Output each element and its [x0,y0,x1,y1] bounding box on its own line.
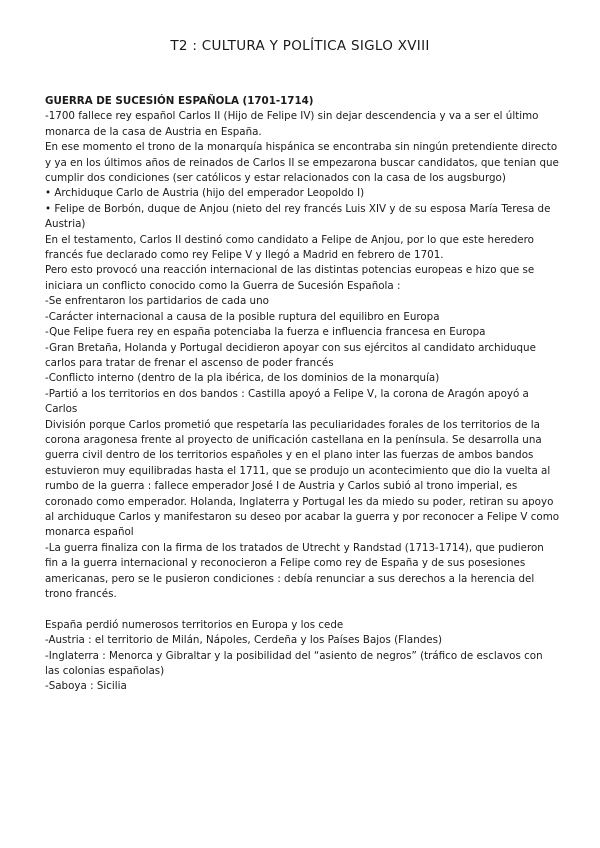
bullet-felipe: • Felipe de Borbón, duque de Anjou (nieto del rey francés Luis XIV y de su esposa María Teresa de Austria) [45,202,551,231]
paragraph-gap [45,602,560,617]
list-item: -Gran Bretaña, Holanda y Portugal decidieron apoyar con sus ejércitos al candidato archiduque carlos para tratar de frenar el ascenso de poder francés [45,341,536,369]
paragraph-candidates: En ese momento el trono de la monarquía hispánica se encontraba sin ningún pretendiente directo y ya en los últimos años de reinados de Carlos II se empezarona buscar candidatos, que tenian que cumplir dos condiciones (ser católicos y estar relacionados con la casa de los augsburgo) [45,141,559,185]
list-item: -Se enfrentaron los partidarios de cada uno [45,295,269,308]
paragraph-division: División porque Carlos prometió que respetaría las peculiaridades forales de los territorios de la corona aragonesa frente al proyecto de unificación castellana en la península. Se desarrolla una guerra civil dentro de los territorios españoles y en el plano inter las fuerzas de ambos bandos estuvieron muy equilibradas hasta el 1711, que se produjo un acontecimiento que dio la vuelta al rumbo de la guerra : fallece emperador José I de Austria y Carlos subió al trono imperial, es coronado como emperador. Holanda, Inglaterra y Portugal les da miedo su poder, retiran su apoyo al archiduque Carlos y manifestaron su deseo por acabar la guerra y por reconocer a Felipe V como monarca español [45,418,560,539]
list-item: -Austria : el territorio de Milán, Nápoles, Cerdeña y los Países Bajos (Flandes) [45,634,442,647]
paragraph-testament: En el testamento, Carlos II destinó como candidato a Felipe de Anjou, por lo que este heredero francés fue declarado como rey Felipe V y llegó a Madrid en febrero de 1701. [45,233,534,262]
list-item: -Saboya : Sicilia [45,680,127,693]
list-item: -Conflicto interno (dentro de la pla ibérica, de los dominios de la monarquía) [45,372,440,385]
section-heading: GUERRA DE SUCESIÓN ESPAÑOLA (1701-1714) [45,95,314,107]
page-title: T2 : CULTURA Y POLÍTICA SIGLO XVIII [170,38,430,54]
paragraph-carlos-ii: -1700 fallece rey español Carlos II (Hijo de Felipe IV) sin dejar descendencia y va a ser el último monarca de la casa de Austria en España. [45,110,539,138]
bullet-archiduque: • Archiduque Carlo de Austria (hijo del emperador Leopoldo I) [45,187,365,200]
paragraph-reaction: Pero esto provocó una reacción internacional de las distintas potencias europeas e hizo que se iniciara un conflicto conocido como la Guerra de Sucesión Española : [45,264,535,292]
paragraph-losses: España perdió numerosos territorios en Europa y los cede [45,618,344,631]
document-body [45,94,560,695]
list-item: -Carácter internacional a causa de la posible ruptura del equilibro en Europa [45,310,440,323]
paragraph-end-of-war: -La guerra finaliza con la firma de los tratados de Utrecht y Randstad (1713-1714), que pudieron fin a la guerra internacional y reconocieron a Felipe como rey de España y de sus posesiones americanas, pero se le pusieron condiciones : debía renunciar a sus derechos a la herencia del trono francés. [45,541,544,600]
list-item: -Partió a los territorios en dos bandos : Castilla apoyó a Felipe V, la corona de Aragón apoyó a Carlos [45,387,529,416]
list-item: -Que Felipe fuera rey en españa potenciaba la fuerza e influencia francesa en Europa [45,326,486,339]
list-item: -Inglaterra : Menorca y Gibraltar y la posibilidad del “asiento de negros” (tráfico de esclavos con las colonias españolas) [45,649,543,678]
